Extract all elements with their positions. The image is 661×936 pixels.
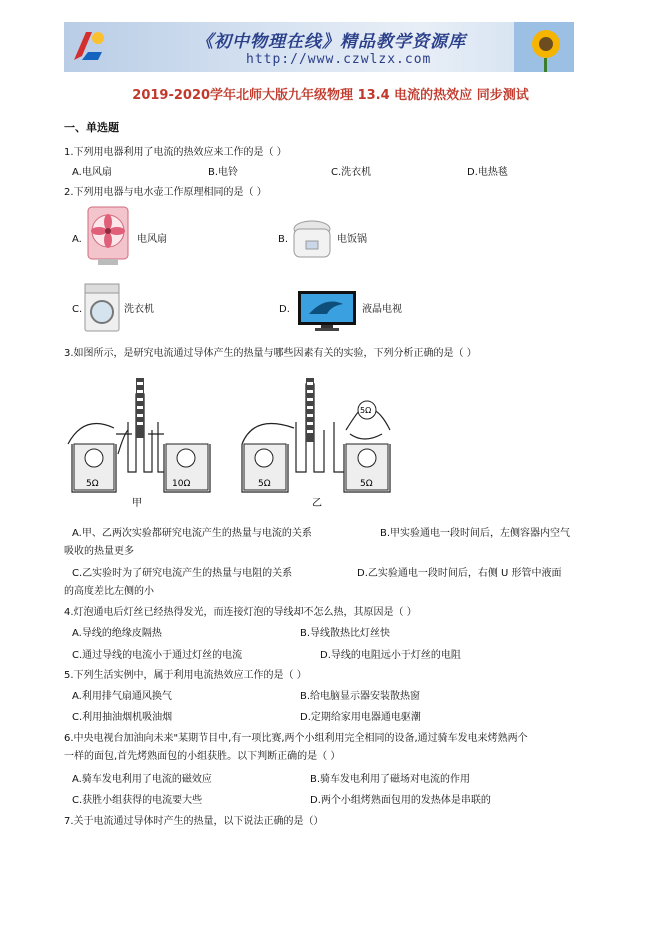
q1-option-d: D.电热毯	[467, 167, 508, 178]
rice-cooker-image	[290, 217, 334, 263]
question-1-stem: 1.下列用电器利用了电流的热效应来工作的是（ ）	[64, 147, 287, 158]
q3-option-b: B.甲实验通电一段时间后，左侧容器内空气	[380, 528, 571, 539]
header-banner	[64, 22, 574, 72]
section-heading: 一、单选题	[64, 121, 119, 134]
q1-option-c: C.洗衣机	[331, 167, 372, 178]
question-3-stem: 3.如图所示，是研究电流通过导体产生的热量与哪些因素有关的实验，下列分析正确的是（ ）	[64, 348, 477, 359]
q6-option-c: C.获胜小组获得的电流要大些	[72, 795, 203, 806]
q6-option-a: A.骑车发电利用了电流的磁效应	[72, 774, 212, 785]
q2-letter-b: B.	[278, 234, 289, 245]
q3-option-d: D.乙实验通电一段时间后，右侧 U 形管中液面	[357, 568, 562, 579]
lcd-tv-image	[297, 290, 357, 332]
q3-option-b-cont: 吸收的热量更多	[64, 546, 134, 557]
left-resistor-2: 10Ω	[172, 479, 191, 489]
right-top-resistor: 5Ω	[360, 406, 372, 415]
q2-letter-a: A.	[72, 234, 82, 245]
q6-option-d: D.两个小组烤熟面包用的发热体是串联的	[310, 795, 491, 806]
q5-option-b: B.给电脑显示器安装散热窗	[300, 691, 421, 702]
washing-machine-image	[84, 283, 120, 333]
q3-option-c: C.乙实验时为了研究电流产生的热量与电阻的关系	[72, 568, 293, 579]
q2-letter-d: D.	[279, 304, 290, 315]
q2-option-a: 电风扇	[137, 234, 167, 245]
document-title: 2019-2020学年北师大版九年级物理 13.4 电流的热效应 同步测试	[132, 88, 529, 103]
q4-option-b: B.导线散热比灯丝快	[300, 628, 391, 639]
q3-option-a: A.甲、乙两次实验都研究电流产生的热量与电流的关系	[72, 528, 312, 539]
electric-fan-image	[84, 205, 132, 267]
right-resistor-2: 5Ω	[360, 479, 373, 489]
sunflower-icon	[514, 22, 574, 72]
question-5-stem: 5.下列生活实例中，属于利用电流热效应工作的是（ ）	[64, 670, 307, 681]
q2-option-b: 电饭锅	[337, 234, 367, 245]
banner-url: http://www.czwlzx.com	[246, 52, 432, 67]
right-resistor-1: 5Ω	[258, 479, 271, 489]
q6-option-b: B.骑车发电利用了磁场对电流的作用	[310, 774, 471, 785]
question-6-stem: 6.中央电视台加油向未来"某期节目中,有一项比赛,两个小组利用完全相同的设备,通过骑车发电来烤熟两个	[64, 733, 528, 744]
q2-option-c: 洗衣机	[124, 304, 154, 315]
question-4-stem: 4.灯泡通电后灯丝已经热得发光，而连接灯泡的导线却不怎么热，其原因是（ ）	[64, 607, 417, 618]
question-2-stem: 2.下列用电器与电水壶工作原理相同的是（ ）	[64, 187, 267, 198]
q5-option-a: A.利用排气扇通风换气	[72, 691, 172, 702]
q4-option-d: D.导线的电阻远小于灯丝的电阻	[320, 650, 461, 661]
q2-option-d: 液晶电视	[362, 304, 402, 315]
site-logo	[68, 26, 110, 68]
q1-option-a: A.电风扇	[72, 167, 112, 178]
experiment-figure	[64, 374, 404, 514]
figure-label-yi: 乙	[312, 498, 322, 509]
q2-letter-c: C.	[72, 304, 83, 315]
figure-label-jia: 甲	[132, 498, 142, 509]
question-6-stem-cont: 一样的面包,首先烤熟面包的小组获胜。以下判断正确的是（ ）	[64, 751, 341, 762]
question-7-stem: 7.关于电流通过导体时产生的热量，以下说法正确的是（）	[64, 816, 324, 827]
q5-option-c: C.利用抽油烟机吸油烟	[72, 712, 173, 723]
q3-option-d-cont: 的高度差比左侧的小	[64, 586, 154, 597]
q1-option-b: B.电铃	[208, 167, 239, 178]
q4-option-a: A.导线的绝缘皮隔热	[72, 628, 162, 639]
q4-option-c: C.通过导线的电流小于通过灯丝的电流	[72, 650, 243, 661]
left-resistor-1: 5Ω	[86, 479, 99, 489]
q5-option-d: D.定期给家用电器通电驱潮	[300, 712, 421, 723]
banner-title: 《初中物理在线》精品教学资源库	[196, 32, 466, 52]
